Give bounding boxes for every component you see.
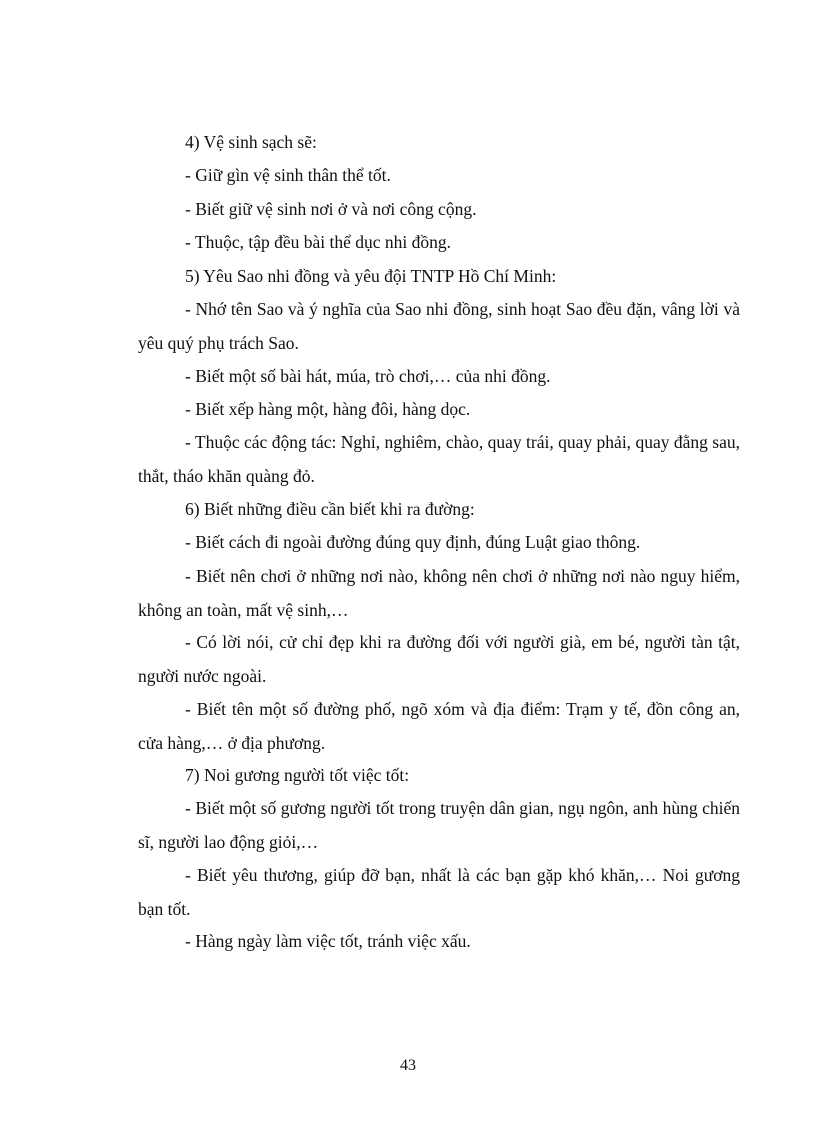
- section-heading-sao-nhi-dong: 5) Yêu Sao nhi đồng và yêu đội TNTP Hồ Chí Minh:: [185, 266, 557, 286]
- list-item: - Biết nên chơi ở những nơi nào, không nên chơi ở những nơi nào nguy hiểm, không an toàn, mất vệ sinh,…: [138, 566, 740, 620]
- list-item: - Biết một số gương người tốt trong truyện dân gian, ngụ ngôn, anh hùng chiến sĩ, người lao động giỏi,…: [138, 798, 740, 852]
- list-item: - Biết cách đi ngoài đường đúng quy định, đúng Luật giao thông.: [185, 532, 641, 552]
- list-item: - Giữ gìn vệ sinh thân thể tốt.: [185, 165, 391, 185]
- list-item: - Có lời nói, cử chỉ đẹp khi ra đường đối với người già, em bé, người tàn tật, người nước ngoài.: [138, 632, 740, 686]
- list-item: - Biết giữ vệ sinh nơi ở và nơi công cộng.: [185, 199, 477, 219]
- list-item: - Nhớ tên Sao và ý nghĩa của Sao nhi đồng, sinh hoạt Sao đều đặn, vâng lời và yêu quý phụ trách Sao.: [138, 299, 740, 353]
- list-item: - Biết xếp hàng một, hàng đôi, hàng dọc.: [185, 399, 471, 419]
- page-number: 43: [400, 1057, 416, 1074]
- list-item: - Biết một số bài hát, múa, trò chơi,… của nhi đồng.: [185, 366, 551, 386]
- list-item: - Biết tên một số đường phố, ngõ xóm và địa điểm: Trạm y tế, đồn công an, cửa hàng,… ở địa phương.: [138, 699, 740, 753]
- section-heading-hygiene: 4) Vệ sinh sạch sẽ:: [185, 132, 317, 152]
- section-heading-good-examples: 7) Noi gương người tốt việc tốt:: [185, 765, 410, 785]
- list-item: - Biết yêu thương, giúp đỡ bạn, nhất là các bạn gặp khó khăn,… Noi gương bạn tốt.: [138, 865, 740, 919]
- list-item: - Thuộc, tập đều bài thể dục nhi đồng.: [185, 232, 452, 252]
- list-item: - Hàng ngày làm việc tốt, tránh việc xấu.: [185, 931, 471, 951]
- section-heading-on-the-road: 6) Biết những điều cần biết khi ra đường:: [185, 499, 475, 519]
- list-item: - Thuộc các động tác: Nghỉ, nghiêm, chào, quay trái, quay phải, quay đằng sau, thắt, tháo khăn quàng đỏ.: [138, 432, 740, 486]
